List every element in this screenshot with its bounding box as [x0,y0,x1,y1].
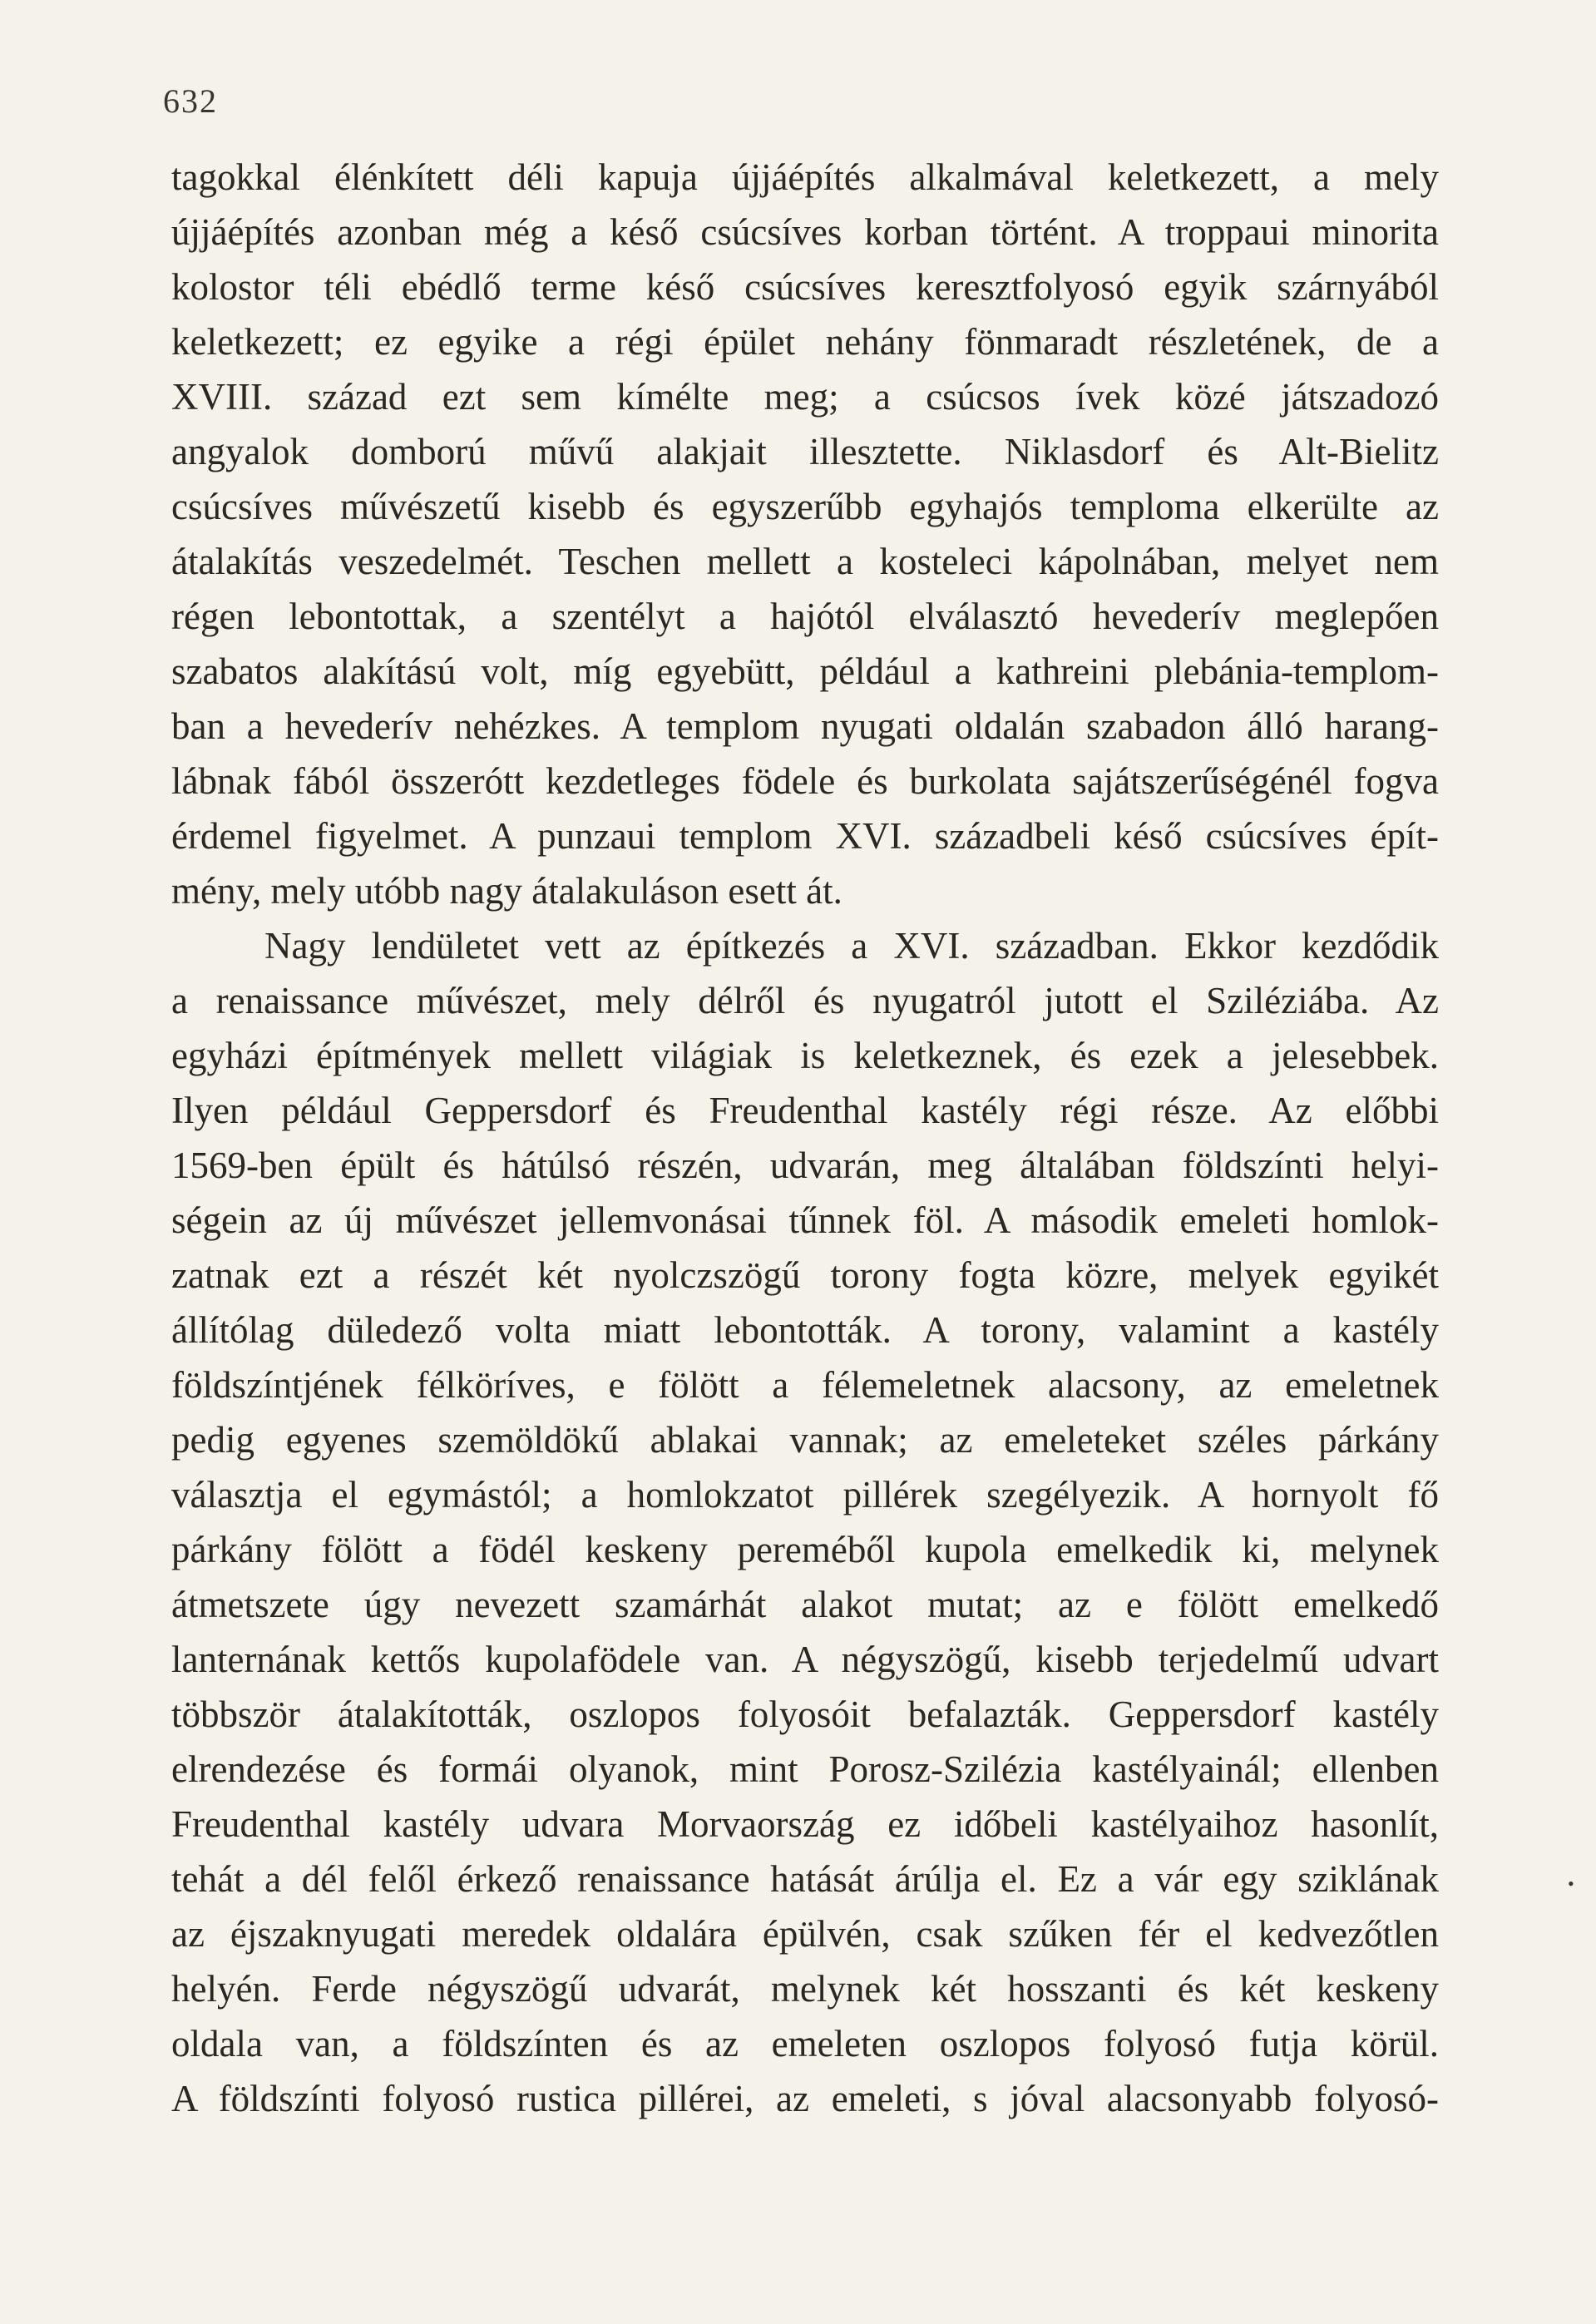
text-line: az éjszaknyugati meredek oldalára épülvén, csak szűken fér el kedvezőtlen [171,1913,1439,1955]
text-line: választja el egymástól; a homlokzatot pillérek szegélyezik. A hornyolt fő [171,1474,1439,1516]
text-line: ban a hevederív nehézkes. A templom nyugati oldalán szabadon álló harang- [171,705,1439,747]
text-line: földszíntjének félköríves, e fölött a félemeletnek alacsony, az emeletnek [171,1364,1439,1406]
text-line: lábnak fából összerótt kezdetleges födele és burkolata sajátszerűségénél fogva [171,760,1439,802]
text-line: keletkezett; ez egyike a régi épület nehány fönmaradt részletének, de a [171,321,1439,363]
text-line: helyén. Ferde négyszögű udvarát, melynek két hosszanti és két keskeny [171,1968,1439,2010]
text-line: párkány fölött a födél keskeny pereméből kupola emelkedik ki, melynek [171,1529,1439,1570]
text-line: tehát a dél felől érkező renaissance hatását árúlja el. Ez a vár egy sziklának [171,1858,1439,1900]
text-line: angyalok domború művű alakjait illesztette. Niklasdorf és Alt-Bielitz [171,431,1439,472]
text-line: a renaissance művészet, mely délről és nyugatról jutott el Sziléziába. Az [171,980,1439,1021]
text-line: elrendezése és formái olyanok, mint Porosz-Szilézia kastélyainál; ellenben [171,1748,1439,1790]
text-line: régen lebontottak, a szentélyt a hajótól elválasztó hevederív meglepően [171,596,1439,637]
text-line: oldala van, a földszínten és az emeleten oszlopos folyosó futja körül. [171,2023,1439,2064]
text-line: állítólag düledező volta miatt lebontották. A torony, valamint a kastély [171,1309,1439,1351]
text-line: 1569-ben épült és hátúlsó részén, udvarán, meg általában földszínti helyi- [171,1145,1439,1186]
text-line: csúcsíves művészetű kisebb és egyszerűbb egyhajós temploma elkerülte az [171,486,1439,527]
text-line: egyházi építmények mellett világiak is keletkeznek, és ezek a jelesebbek. [171,1035,1439,1076]
text-line: kolostor téli ebédlő terme késő csúcsíves keresztfolyosó egyik szárnyából [171,266,1439,308]
text-line: Freudenthal kastély udvara Morvaország ez időbeli kastélyaihoz hasonlít, [171,1803,1439,1845]
text-line: pedig egyenes szemöldökű ablakai vannak; az emeleteket széles párkány [171,1419,1439,1461]
text-line: Ilyen például Geppersdorf és Freudenthal kastély régi része. Az előbbi [171,1090,1439,1131]
text-line: átalakítás veszedelmét. Teschen mellett a kosteleci kápolnában, melyet nem [171,541,1439,582]
text-line: ségein az új művészet jellemvonásai tűnnek föl. A második emeleti homlok- [171,1199,1439,1241]
margin-mark: • [1568,1873,1574,1894]
text-line: lanternának kettős kupolafödele van. A négyszögű, kisebb terjedelmű udvart [171,1639,1439,1680]
text-line: szabatos alakítású volt, míg egyebütt, például a kathreini plebánia-templom- [171,650,1439,692]
text-line: újjáépítés azonban még a késő csúcsíves korban történt. A troppaui minorita [171,211,1439,253]
text-line: érdemel figyelmet. A punzaui templom XVI. századbeli késő csúcsíves épít- [171,815,1439,857]
text-line: többször átalakították, oszlopos folyosóit befalazták. Geppersdorf kastély [171,1694,1439,1735]
body-text [171,150,1439,2126]
text-line: XVIII. század ezt sem kímélte meg; a csúcsos ívek közé játszadozó [171,376,1439,418]
text-line: zatnak ezt a részét két nyolczszögű torony fogta közre, melyek egyikét [171,1254,1439,1296]
paragraph-end-line: mény, mely utóbb nagy átalakuláson esett át. [171,870,842,912]
page-number: 632 [163,82,218,120]
text-line: A földszínti folyosó rustica pillérei, az emeleti, s jóval alacsonyabb folyosó- [171,2078,1439,2119]
text-line: tagokkal élénkített déli kapuja újjáépítés alkalmával keletkezett, a mely [171,156,1439,198]
text-line: átmetszete úgy nevezett szamárhát alakot mutat; az e fölött emelkedő [171,1584,1439,1625]
paragraph-start-line: Nagy lendületet vett az építkezés a XVI. században. Ekkor kezdődik [264,925,1439,967]
